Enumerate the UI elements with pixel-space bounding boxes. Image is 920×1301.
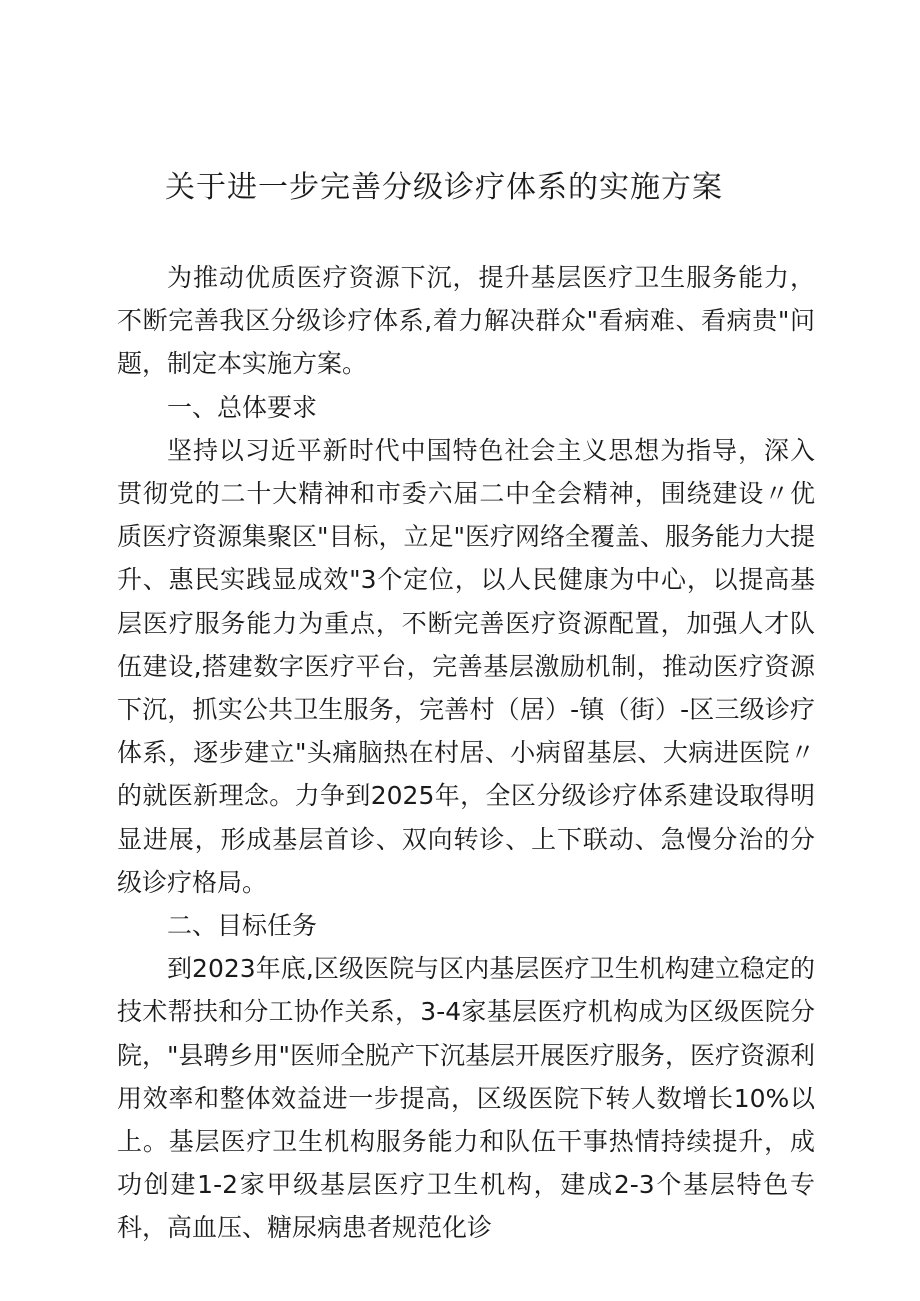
section-heading-general-requirements: 一、总体要求: [167, 392, 318, 422]
intro-paragraph: 为推动优质医疗资源下沉，提升基层医疗卫生服务能力，不断完善我区分级诊疗体系,着力解决群众"看病难、看病贵"问题，制定本实施方案。: [117, 263, 815, 379]
general-requirements-paragraph: 坚持以习近平新时代中国特色社会主义思想为指导，深入贯彻党的二十大精神和市委六届二中全会精神，围绕建设〃优质医疗资源集聚区"目标，立足"医疗网络全覆盖、服务能力大提升、惠民实践显成效"3个定位，以人民健康为中心，以提高基层医疗服务能力为重点，不断完善医疗资源配置，加强人才队伍建设,搭建数字医疗平台，完善基层激励机制，推动医疗资源下沉，抓实公共卫生服务，完善村（居）-镇（街）-区三级诊疗体系，逐步建立"头痛脑热在村居、小病留基层、大病进医院〃的就医新理念。力争到2025年，全区分级诊疗体系建设取得明显进展，形成基层首诊、双向转诊、上下联动、急慢分治的分级诊疗格局。: [117, 435, 816, 897]
document-body: [117, 256, 815, 1250]
document-title: 关于进一步完善分级诊疗体系的实施方案: [165, 170, 723, 205]
section-heading-goals-tasks: 二、目标任务: [167, 911, 318, 941]
goals-tasks-paragraph: 到2023年底,区级医院与区内基层医疗卫生机构建立稳定的技术帮扶和分工协作关系，3-4家基层医疗机构成为区级医院分院，"县聘乡用"医师全脱产下沉基层开展医疗服务，医疗资源利用效率和整体效益进一步提高，区级医院下转人数增长10%以上。基层医疗卫生机构服务能力和队伍干事热情持续提升，成功创建1-2家甲级基层医疗卫生机构，建成2-3个基层特色专科，高血压、糖尿病患者规范化诊: [117, 954, 816, 1243]
